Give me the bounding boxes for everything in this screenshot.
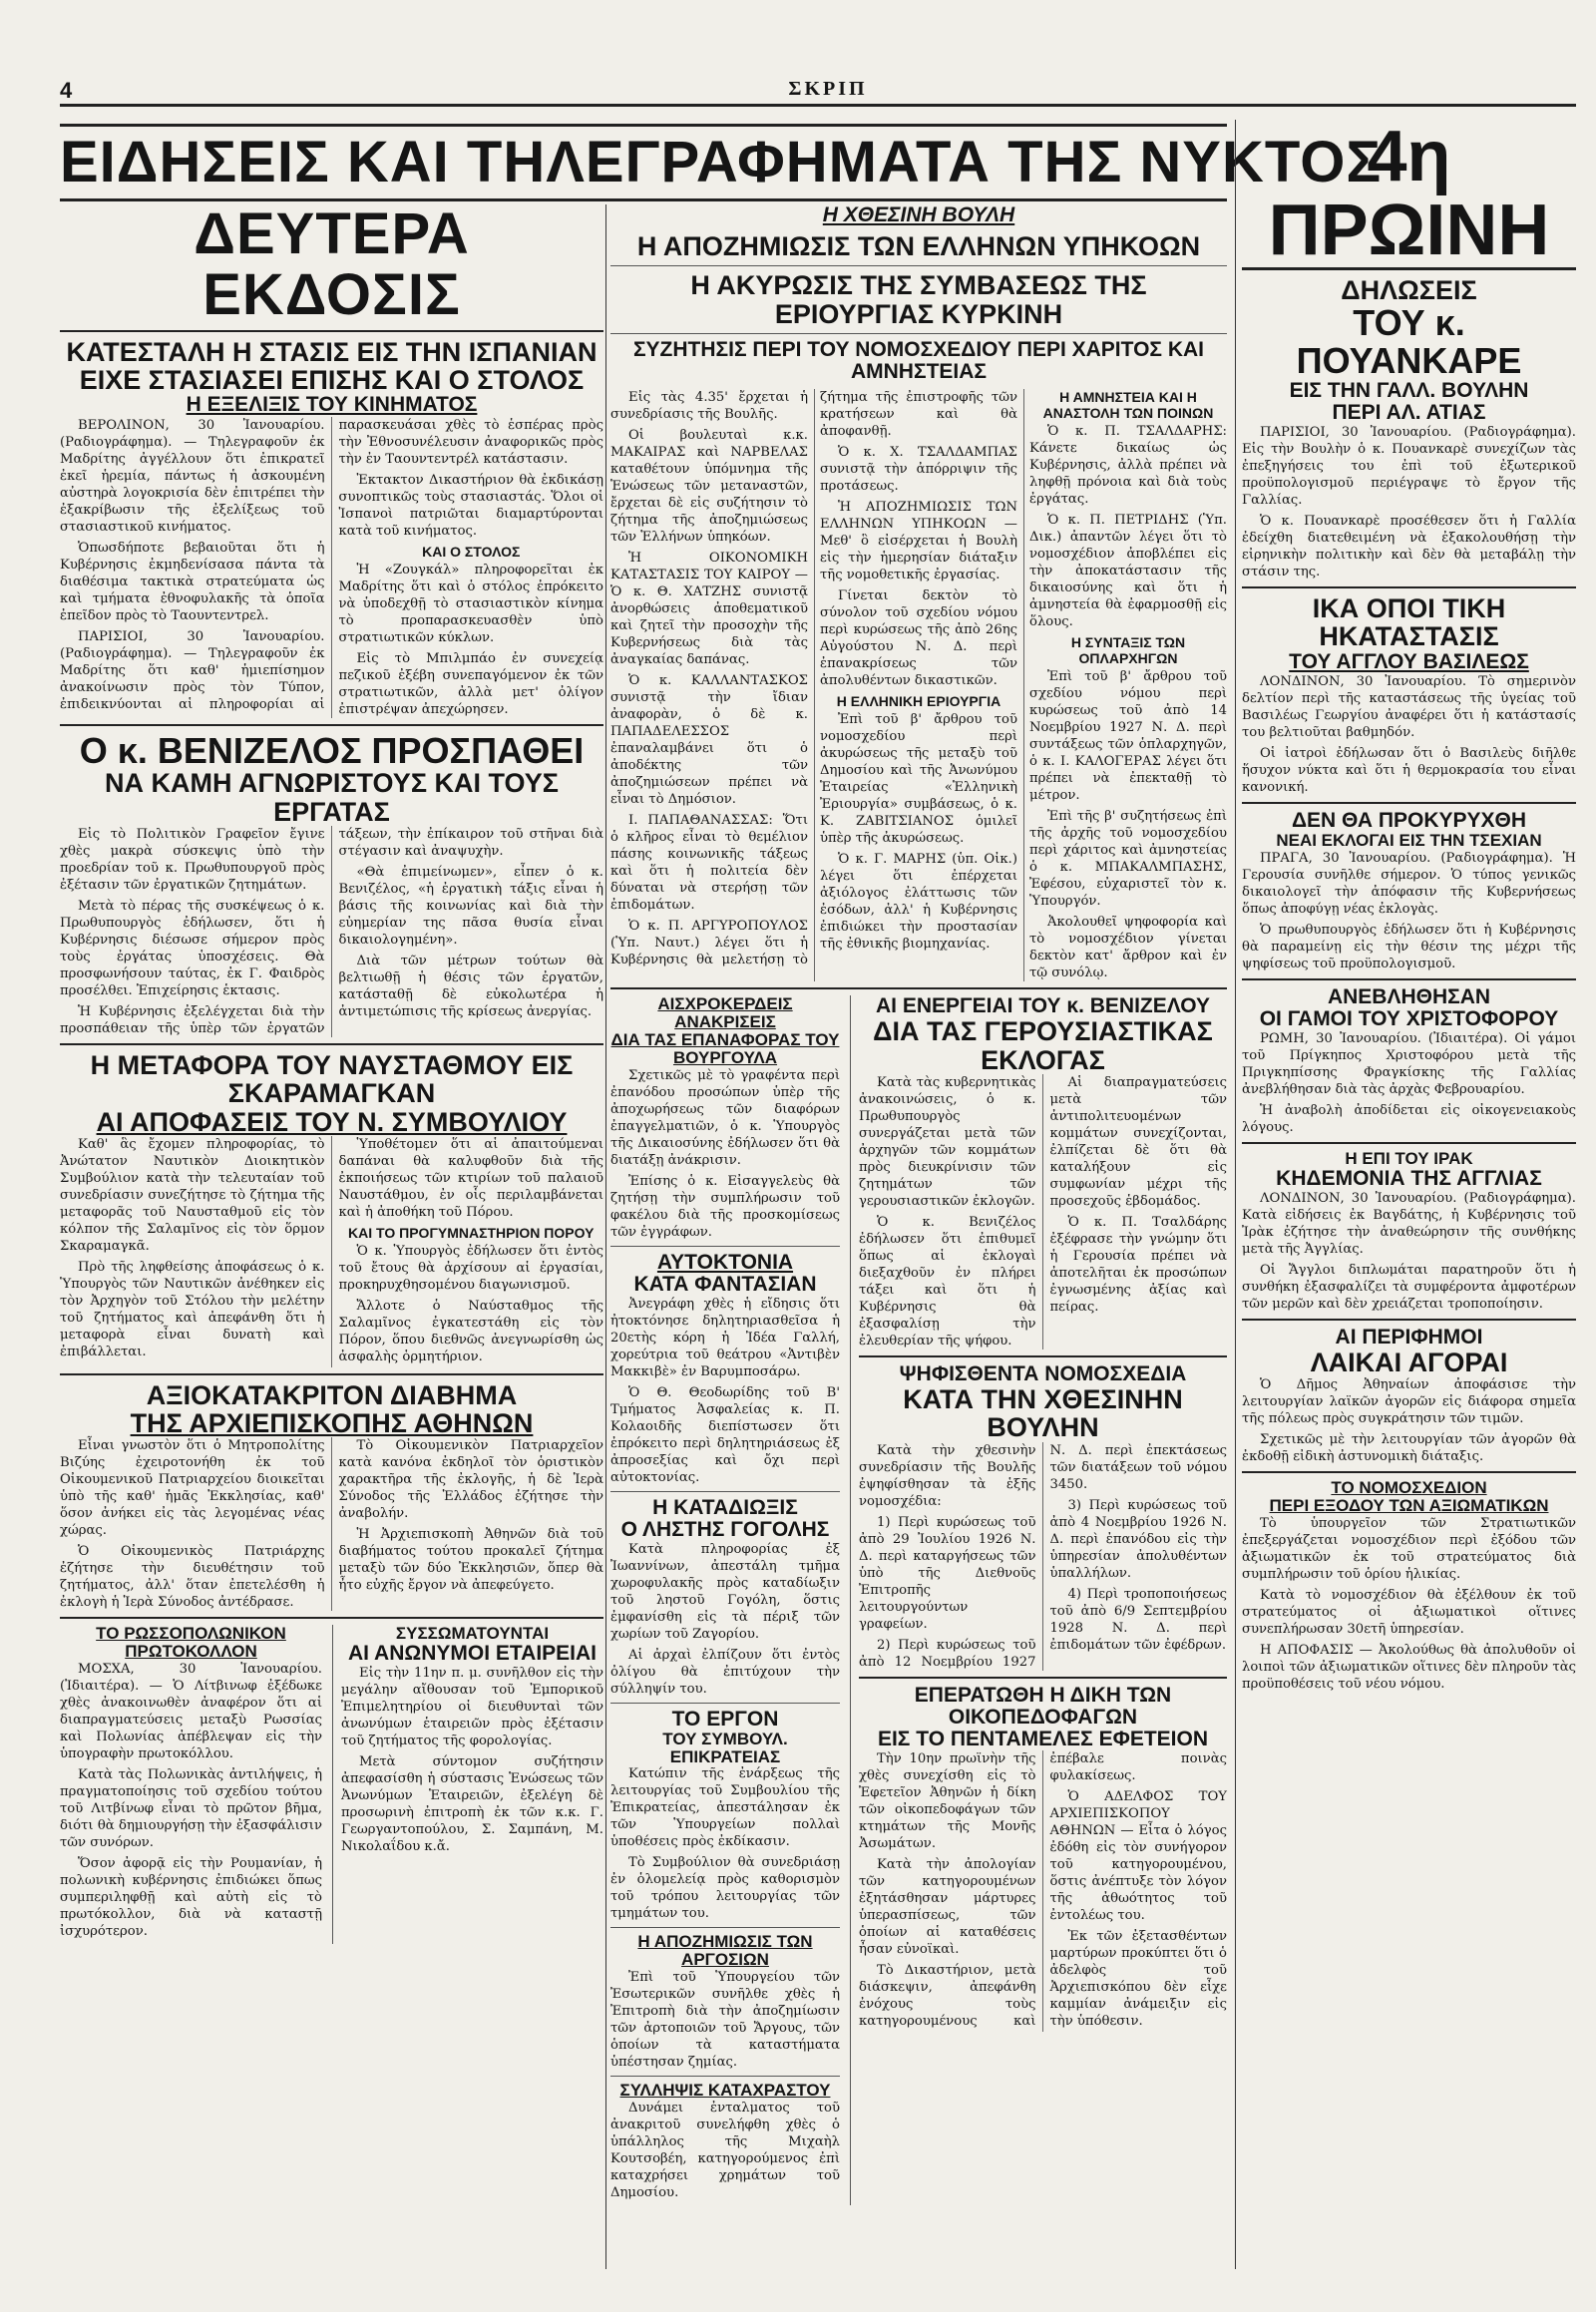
article-headline: ΨΗΦΙΣΘΕΝΤΑ ΝΟΜΟΣΧΕΔΙΑ	[899, 1361, 1187, 1385]
article-subheadline: ΝΕΑΙ ΕΚΛΟΓΑΙ ΕΙΣ ΤΗΝ ΤΣΕΧΙΑΝ	[1276, 830, 1542, 850]
paragraph: Ὁ κ. Π. ΠΕΤΡΙΔΗΣ (Ὑπ. Δικ.) ἀπαντῶν λέγει ὅτι τὸ νομοσχέδιον ἀποβλέπει εἰς τὴν ἀποκατάστασιν τῆς δικαιοσύνης καὶ ὅτι ἡ ἀμνηστεία θὰ ἐφαρμοσθῇ εἰς ὅλους.	[1029, 513, 1227, 630]
article-headline: Η ΕΠΙ ΤΟΥ ΙΡΑΚ	[1345, 1148, 1473, 1168]
article-subheadline: ΟΙ ΓΑΜΟΙ ΤΟΥ ΧΡΙΣΤΟΦΟΡΟΥ	[1259, 1006, 1559, 1030]
article-subheadline: ΑΙ ΑΝΩΝΥΜΟΙ ΕΤΑΙΡΕΙΑΙ	[347, 1642, 598, 1666]
article-subheadline: ΚΗΔΕΜΟΝΙΑ ΤΗΣ ΑΓΓΛΙΑΣ	[1276, 1166, 1542, 1190]
edition-heading: ΔΕΥΤΕΡΑ ΕΚΔΟΣΙΣ	[60, 204, 603, 332]
paragraph: Ὅσον ἀφορᾷ εἰς τὴν Ρουμανίαν, ἡ πολωνικὴ κυβέρνησις ἐπιδιώκει ὅπως συμπεριληφθῇ καὶ αὐτὴ εἰς τὸ πρωτόκολλον, διὰ νὰ καταστῇ ἰσχυρότερον.	[60, 1855, 322, 1939]
paragraph: Ἐπὶ τοῦ β' ἄρθρου τοῦ σχεδίου νόμου περὶ κυρώσεως τοῦ ἀπὸ 14 Νοεμβρίου 1927 Ν. Δ. περὶ συντάξεως τῶν ὁπλαρχηγῶν, ὁ κ. Ι. ΚΑΛΟΓΕΡΑΣ λέγει ὅτι πρέπει νὰ ἐπεκταθῇ τὸ μέτρον.	[1029, 669, 1227, 804]
paragraph: Ὁ Δῆμος Ἀθηναίων ἀποφάσισε τὴν λειτουργίαν λαϊκῶν ἀγορῶν εἰς διάφορα σημεῖα τῆς πόλεως πρὸς συγκράτησιν τῶν τιμῶν.	[1242, 1377, 1576, 1427]
section-label: Η ΕΛΛΗΝΙΚΗ ΕΡΙΟΥΡΓΙΑ	[836, 693, 1001, 710]
paragraph: Ὁ πρωθυπουργὸς ἐδήλωσεν ὅτι ἡ Κυβέρνησις θὰ παραμείνῃ εἰς τὴν θέσιν της μέχρι τῆς ψηφίσεως τοῦ προϋπολογισμοῦ.	[1242, 922, 1576, 971]
article-body	[859, 1442, 1227, 1671]
paragraph: Ι. ΠΑΠΑΘΑΝΑΣΣΑΣ: Ὅτι ὁ κλῆρος εἶναι τὸ θεμέλιον πάσης κοινωνικῆς τάξεως καὶ ὅτι ἡ πολιτεία δὲν δύναται νὰ στερήσῃ τῶν ἐπιδομάτων.	[610, 813, 808, 914]
article-subheadline: ΔΙΑ ΤΑΣ ΓΕΡΟΥΣΙΑΣΤΙΚΑΣ ΕΚΛΟΓΑΣ	[873, 1016, 1213, 1075]
article-headline: ΔΗΛΩΣΕΙΣ	[1341, 275, 1477, 305]
left-stack	[610, 995, 840, 2205]
article-body	[859, 1074, 1227, 1349]
paragraph: Σχετικῶς μὲ τὸ γραφέντα περὶ ἐπανόδου προσώπων ὑπὲρ τῆς ἀποχωρήσεως τῶν διαφόρων ἐπαγγελματιῶν, ὁ κ. Ὑπουργὸς τῆς Δικαιοσύνης ἐδήλωσεν ὅτι θὰ διατάξῃ ἀνάκρισιν.	[610, 1067, 840, 1168]
section-label: ΚΑΙ Ο ΣΤΟΛΟΣ	[422, 543, 521, 560]
article-headline: ΑΙ ΕΝΕΡΓΕΙΑΙ ΤΟΥ κ. ΒΕΝΙΖΕΛΟΥ	[876, 994, 1210, 1018]
column-divider	[605, 204, 606, 2269]
paragraph: Ἄλλοτε ὁ Ναύσταθμος τῆς Σαλαμῖνος ἐγκατεστάθη εἰς τὸν Πόρον, ὅπου διεθνῶς ἀνεγνωρίσθη ὡς ἀσφαλὴς ὁρμητήριον.	[338, 1299, 603, 1365]
paragraph: «Θὰ ἐπιμείνωμεν», εἶπεν ὁ κ. Βενιζέλος, «ἡ ἐργατικὴ τάξις εἶναι ἡ βάσις τῆς κοινωνίας καὶ διὰ τὴν εὐημερίαν της πᾶσα θυσία εἶναι δικαιολογημένη».	[338, 865, 603, 948]
bottom-row	[60, 1625, 603, 1944]
article-headline: ΗΚΑΤΑΣΤΑΣΙΣ	[1319, 621, 1499, 652]
paragraph: Ὁπωσδήποτε βεβαιοῦται ὅτι ἡ Κυβέρνησις ἐκμηδενίσασα πάντα τὰ διαθέσιμα τακτικὰ στρατεύματα ὡς καὶ τμήματα ἐθνοφυλακῆς τὰ ὁποῖα ἐπεῖδον πρὸς τὸ Ταουντεντρελ.	[60, 540, 325, 623]
column-divider	[1235, 120, 1236, 2269]
paragraph: Ἐπὶ τῆς β' συζητήσεως ἐπὶ τῆς ἀρχῆς τοῦ νομοσχεδίου περὶ χάριτος καὶ ἀμνηστείας ὁ κ. ΜΠΑΚΑΛΜΠΑΣΗΣ, Ἐφέσου, εὐχαριστεῖ τὸν κ. Ὑπουργόν.	[1029, 809, 1227, 910]
article-headline: ΤΟΥ κ. ΠΟΥΑΝΚΑΡΕ	[1296, 302, 1522, 382]
paragraph: ΠΡΑΓΑ, 30 Ἰανουαρίου. (Ραδιογράφημα). Ἡ Γερουσία συνῆλθε σήμερον. Ὁ τύπος γενικῶς δικαιολογεῖ τὴν ἀπόφασιν τῆς Κυβερνήσεως ὅπως ἀποφύγῃ νέας ἐκλογὰς.	[1242, 850, 1576, 917]
paragraph: Τὸ ὑπουργεῖον τῶν Στρατιωτικῶν ἐπεξεργάζεται νομοσχέδιον περὶ ἐξόδου τῶν ἀξιωματικῶν ἐκ τοῦ στρατεύματος διὰ συμπλήρωσιν τοῦ ὁρίου ἡλικίας.	[1242, 1515, 1576, 1582]
paragraph: Τὸ Δικαστήριον, μετὰ διάσκεψιν, ἀπεφάνθη ἐνόχους τοὺς κατηγορουμένους καὶ ἐπέβαλε ποινὰς φυλακίσεως.	[859, 1750, 1227, 2029]
article-body	[859, 1750, 1227, 2032]
article	[60, 1625, 322, 1944]
article-subheadline: ΕΙΣ ΤΟ ΠΕΝΤΑΜΕΛΕΣ ΕΦΕΤΕΙΟΝ	[877, 1727, 1209, 1750]
article-headline: Η ΑΚΥΡΩΣΙΣ ΤΗΣ ΣΥΜΒΑΣΕΩΣ ΤΗΣ ΕΡΙΟΥΡΓΙΑΣ ΚΥΡΚΙΝΗ	[690, 270, 1147, 329]
paragraph: Οἱ ἰατροὶ ἐδήλωσαν ὅτι ὁ Βασιλεὺς διῆλθε ἥσυχον νύκτα καὶ ὅτι ἡ θερμοκρασία του εἶναι κανονική.	[1242, 745, 1576, 795]
paragraph: Ἐπίσης ὁ κ. Εἰσαγγελεὺς θὰ ζητήσῃ τὴν συμπλήρωσιν τοῦ φακέλου διὰ τῆς προσκομίσεως τῶν ἐγγράφων.	[610, 1173, 840, 1240]
article-subheadline: ΚΑΤΑ ΤΗΝ ΧΘΕΣΙΝΗΝ ΒΟΥΛΗΝ	[903, 1383, 1183, 1443]
paragraph: Η ΑΠΟΦΑΣΙΣ — Ἀκολούθως θὰ ἀπολυθοῦν οἱ λοιποὶ τῶν ἀξιωματικῶν οἵτινες δὲν πληροῦν τὰς προϋποθέσεις τοῦ νέου νόμου.	[1242, 1642, 1576, 1692]
article-subheadline: ΣΥΖΗΤΗΣΙΣ ΠΕΡΙ ΤΟΥ ΝΟΜΟΣΧΕΔΙΟΥ ΠΕΡΙ ΧΑΡΙΤΟΣ ΚΑΙ ΑΜΝΗΣΤΕΙΑΣ	[632, 338, 1205, 384]
paragraph: Κατὰ τὴν ἀπολογίαν τῶν κατηγορουμένων ἐξητάσθησαν μάρτυρες ὑπερασπίσεως, τῶν ὁποίων αἱ καταθέσεις ἦσαν εὐνοϊκαὶ.	[859, 1856, 1036, 1957]
paragraph: ΡΩΜΗ, 30 Ἰανουαρίου. (Ἰδιαιτέρα). Οἱ γάμοι τοῦ Πρίγκηπος Χριστοφόρου μετὰ τῆς Πριγκηπίσσης Φραγκίσκης τῆς Γαλλίας ἀνεβλήθησαν διὰ τὰς ἀρχὰς Φεβρουαρίου.	[1242, 1030, 1576, 1097]
article-headline: ΤΟ ΕΡΓΟΝ	[671, 1707, 779, 1731]
paragraph: Ἡ ἀναβολὴ ἀποδίδεται εἰς οἰκογενειακοὺς λόγους.	[1242, 1102, 1576, 1135]
article-body	[60, 1437, 603, 1611]
article-subheadline: ΤΗΣ ΑΡΧΙΕΠΙΣΚΟΠΗΣ ΑΘΗΝΩΝ	[130, 1407, 534, 1438]
paragraph: Ὁ κ. Γ. ΜΑΡΗΣ (ὑπ. Οἰκ.) λέγει ὅτι ἐπέρχεται ἀξιόλογος ἐλάττωσις τῶν ἐσόδων, ἀλλ' ἡ Κυβέρνησις ἐπιδιώκει τὴν προστασίαν τῆς ἐθνικῆς βιομηχανίας.	[820, 852, 1017, 953]
paragraph: Ὁ κ. Πουανκαρὲ προσέθεσεν ὅτι ἡ Γαλλία ἐδείχθη διατεθειμένη νὰ ἐξακολουθήσῃ τὴν εἰρηνικὴν πολιτικὴν καὶ δὲν θὰ μεταβάλῃ τὴν στάσιν της.	[1242, 514, 1576, 580]
paragraph: ΠΑΡΙΣΙΟΙ, 30 Ἰανουαρίου. (Ραδιογράφημα). Εἰς τὴν Βουλὴν ὁ κ. Πουανκαρὲ συνεχίζων τὰς ἐπεξηγήσεις του ἐπὶ τοῦ ἐξωτερικοῦ προϋπολογισμοῦ περιέγραψε τὸ ἔργον τῆς Γαλλίας.	[1242, 425, 1576, 509]
paragraph: Κατώπιν τῆς ἐνάρξεως τῆς λειτουργίας τοῦ Συμβουλίου τῆς Ἐπικρατείας, ἀπεστάλησαν ἐκ τῶν Ὑπουργείων πολλαὶ ὑποθέσεις πρὸς ἐκδίκασιν.	[610, 1766, 840, 1850]
paragraph: Ὁ κ. Χ. ΤΣΑΛΔΑΜΠΑΣ συνιστᾷ τὴν ἀπόρριψιν τῆς προτάσεως.	[820, 445, 1017, 495]
paragraph: Ἐπὶ τοῦ Ὑπουργείου τῶν Ἐσωτερικῶν συνῆλθε χθὲς ἡ Ἐπιτροπὴ διὰ τὴν ἀποζημίωσιν τῶν ἀρτοποιῶν τοῦ Ἄργους, τῶν ὁποίων τὰ καταστήματα ὑπέστησαν ζημίας.	[610, 1970, 840, 2071]
paragraph: Ὁ κ. Βενιζέλος ἐδήλωσεν ὅτι ἐπιθυμεῖ ὅπως αἱ ἐκλογαὶ διεξαχθοῦν ἐν πλήρει τάξει καὶ ὅτι ἡ Κυβέρνησις θὰ ἐξασφαλίσῃ τὴν ἐλευθερίαν τῆς ψήφου.	[859, 1214, 1036, 1349]
masthead	[60, 78, 1576, 107]
article-subheadline: ΠΕΡΙ ΑΛ. ΑΤΙΑΣ	[1332, 400, 1486, 424]
right-stack	[850, 995, 1227, 2205]
paragraph: ΠΑΡΙΣΙΟΙ, 30 Ἰανουαρίου. (Ραδιογράφημα). — Τηλεγραφοῦν ἐκ Μαδρίτης ὅτι καθ' ἡμιεπίσημον ἀνακοίνωσιν πρὸς τὸν Τύπον, ἐπιδεικνύονται αἱ πληροφορίαι αἱ παρασκευάσαι χθὲς τὸ ἑσπέρας πρὸς τὴν Ἐθνοσυνέλευσιν ἀναφορικῶς πρὸς τὴν ἐν Ταουντεντρέλ κατάστασιν.	[60, 417, 603, 712]
paragraph: Ὁ ΑΔΕΛΦΟΣ ΤΟΥ ΑΡΧΙΕΠΙΣΚΟΠΟΥ ΑΘΗΝΩΝ — Εἶτα ὁ λόγος ἐδόθη εἰς τὸν συνήγορον τοῦ κατηγορουμένου, ὅστις ἀνέπτυξε τὸν λόγον τῆς ἀθωότητος τοῦ ἐντολέως του.	[1049, 1788, 1227, 1923]
article-subheadline: Η ΕΞΕΛΙΞΙΣ ΤΟΥ ΚΙΝΗΜΑΤΟΣ	[186, 393, 478, 417]
article-subheadline: ΤΟΥ ΑΓΓΛΟΥ ΒΑΣΙΛΕΩΣ	[1289, 649, 1529, 673]
paragraph: Εἰς τὸ Πολιτικὸν Γραφεῖον ἔγινε χθὲς μακρὰ σύσκεψις ὑπὸ τὴν προεδρίαν τοῦ κ. Πρωθυπουργοῦ πρὸς ἐξέτασιν τῶν ἐργατικῶν ζητημάτων.	[60, 827, 325, 893]
paragraph: Ἡ Ἀρχιεπισκοπὴ Ἀθηνῶν διὰ τοῦ διαβήματος τούτου προκαλεῖ ζήτημα μεταξὺ τῶν δύο Ἐκκλησιῶν, ὅπερ θὰ ἦτο εὐχῆς ἔργον νὰ ἀπεφεύγετο.	[338, 1527, 603, 1594]
article-headline: ΤΟ ΝΟΜΟΣΧΕΔΙΟΝ	[1331, 1478, 1487, 1498]
paragraph: Εἶναι γνωστὸν ὅτι ὁ Μητροπολίτης Βιζύης ἐχειροτονήθη ἐκ τοῦ Οἰκουμενικοῦ Πατριαρχείου διοικεῖται ὑπὸ τῆς καθ' ἡμᾶς Ἐκκλησίας, καθ' ὅσον ἀνήκει εἰς τὰς λεγομένας νέας χώρας.	[60, 1438, 325, 1539]
paragraph: ΛΟΝΔΙΝΟΝ, 30 Ἰανουαρίου. (Ραδιογράφημα). Κατὰ εἰδήσεις ἐκ Βαγδάτης, ἡ Κυβέρνησις τοῦ Ἰρὰκ ἐζήτησε τὴν ἀναθεώρησιν τῆς συνθήκης μετὰ τῆς Ἀγγλίας.	[1242, 1190, 1576, 1257]
paragraph: Κατὰ τὰς Πολωνικὰς ἀντιλήψεις, ἡ πραγματοποίησις τοῦ σχεδίου τούτου τοῦ Λιτβίνωφ εἶναι τὸ πρῶτον βῆμα, διότι θὰ δημιουργήσῃ τὴν ἐξασφάλισιν τῶν συνόρων.	[60, 1766, 322, 1850]
article-subheadline: ΔΙΑ ΤΑΣ ΕΠΑΝΑΦΟΡΑΣ ΤΟΥ ΒΟΥΡΓΟΥΛΑ	[610, 1029, 840, 1067]
paragraph: Τὸ Συμβούλιον θὰ συνεδριάσῃ ἐν ὁλομελείᾳ πρὸς καθορισμὸν τοῦ τρόπου λειτουργίας τῶν τμημάτων του.	[610, 1855, 840, 1922]
paragraph: Ὑποθέτομεν ὅτι αἱ ἀπαιτούμεναι δαπάναι θὰ καλυφθοῦν διὰ τῆς ἐκποιήσεως τῶν κτιρίων τοῦ παλαιοῦ Ναυστάθμου, ἐν οἷς περιλαμβάνεται καὶ ἡ ἀποθήκη τοῦ Πόρου.	[338, 1137, 603, 1221]
paragraph: Ὁ κ. Π. Τσαλδάρης ἐξέφρασε τὴν γνώμην ὅτι ἡ Γερουσία πρέπει νὰ ἀποτελῆται ἐκ προσώπων ἐγνωσμένης ἀξίας καὶ πείρας.	[1049, 1214, 1227, 1315]
article-headline: ΕΙΧΕ ΣΤΑΣΙΑΣΕΙ ΕΠΙΣΗΣ ΚΑΙ Ο ΣΤΟΛΟΣ	[79, 365, 585, 396]
article-headline: ΑΥΤΟΚΤΟΝΙΑ	[656, 1250, 794, 1274]
paragraph: Ἐπὶ τοῦ β' ἄρθρου τοῦ νομοσχεδίου περὶ ἀκυρώσεως τῆς μεταξὺ τοῦ Δημοσίου καὶ τῆς Ἀνωνύμου Ἑταιρείας «Ἑλληνικὴ Ἐριουργία» συμβάσεως, ὁ κ. Κ. ΖΑΒΙΤΣΙΑΝΟΣ ὁμιλεῖ ὑπὲρ τῆς ἀκυρώσεως.	[820, 712, 1017, 847]
paragraph: Γίνεται δεκτὸν τὸ σύνολον τοῦ σχεδίου νόμου περὶ κυρώσεως τῆς ἀπὸ 26ης Αὐγούστου Ν. Δ. περὶ ἐπανακρίσεως τῶν ἀπολυθέντων δικαστικῶν.	[820, 588, 1017, 689]
article-body	[60, 826, 603, 1037]
section-label: Η ΧΘΕΣΙΝΗ ΒΟΥΛΗ	[822, 203, 1015, 226]
paragraph: Ἀνεγράφη χθὲς ἡ εἴδησις ὅτι ἠτοκτόνησε δηλητηριασθεῖσα ἡ 20ετὴς κόρη ἡ Ἰδέα Γαλλή, χορεύτρια τοῦ θεάτρου «Ἀντιβὲν Μακκιβὲ» ἐν Βαρυμποσάρω.	[610, 1296, 840, 1379]
article-headline: Η ΑΠΟΖΗΜΙΩΣΙΣ ΤΩΝ ΕΛΛΗΝΩΝ ΥΠΗΚΟΩΝ	[636, 231, 1201, 262]
article-subheadline: Ο ΛΗΣΤΗΣ ΓΟΓΟΛΗΣ	[620, 1517, 830, 1541]
paragraph: Κατὰ πληροφορίας ἐξ Ἰωαννίνων, ἀπεστάλη τμῆμα χωροφυλακῆς πρὸς καταδίωξιν τοῦ ληστοῦ Γογόλη, ὅστις ἐμφανίσθη εἰς τὰ πέριξ τῶν χωρίων τοῦ Ζαγορίου.	[610, 1541, 840, 1642]
article-headline: ΑΞΙΟΚΑΤΑΚΡΙΤΟΝ ΔΙΑΒΗΜΑ	[146, 1379, 518, 1410]
paragraph: Ἐκ τῶν ἐξετασθέντων μαρτύρων προκύπτει ὅτι ὁ ἀδελφὸς τοῦ Ἀρχιεπισκόπου δὲν εἶχε καμμίαν ἀνάμειξιν εἰς τὴν ὑπόθεσιν.	[1049, 1928, 1227, 2029]
paragraph: Ἐκτακτον Δικαστήριον θὰ ἐκδικάσῃ συνοπτικῶς τοὺς στασιαστάς. Ὅλοι οἱ Ἰσπανοὶ πατριῶται διαμαρτύρονται κατὰ τοῦ κινήματος.	[338, 472, 603, 539]
article-headline: ΣΥΣΣΩΜΑΤΟΥΝΤΑΙ	[395, 1624, 550, 1644]
paragraph: Κατὰ τὸ νομοσχέδιον θὰ ἐξέλθουν ἐκ τοῦ στρατεύματος οἱ ἀξιωματικοὶ οἵτινες συνεπλήρωσαν 30ετῆ ὑπηρεσίαν.	[1242, 1587, 1576, 1637]
paragraph: Ὁ κ. Π. ΑΡΓΥΡΟΠΟΥΛΟΣ (Ὑπ. Ναυτ.) λέγει ὅτι ἡ Κυβέρνησις θὰ μελετήσῃ τὸ ζήτημα τῆς ἐπιστροφῆς τῶν κρατήσεων καὶ θὰ ἀποφανθῇ.	[610, 390, 1017, 968]
article-headline: Η ΜΕΤΑΦΟΡΑ ΤΟΥ ΝΑΥΣΤΑΘΜΟΥ ΕΙΣ ΣΚΑΡΑΜΑΓΚΑΝ	[90, 1050, 574, 1109]
paragraph: Ὁ κ. Π. ΤΣΑΛΔΑΡΗΣ: Κάνετε δικαίως ὡς Κυβέρνησις, ἀλλὰ πρέπει νὰ ληφθῇ πρόνοια καὶ διὰ τοὺς ἐργάτας.	[1029, 424, 1227, 508]
column-left	[60, 201, 603, 1944]
paragraph: Δυνάμει ἐνταλματος τοῦ ἀνακριτοῦ συνελήφθη χθὲς ὁ ὑπάλληλος τῆς Μιχαὴλ Κουτσοβέη, κατηγορούμενος ἐπὶ καταχρήσει χρημάτων τοῦ Δημοσίου.	[610, 2101, 840, 2200]
paragraph: Οἱ Ἄγγλοι διπλωμάται παρατηροῦν ὅτι ἡ συνθήκη ἐξασφαλίζει τὰ συμφέροντα ἀμφοτέρων τῶν μερῶν καὶ δὲν χρειάζεται τροποποίησιν.	[1242, 1262, 1576, 1312]
paragraph: Ὁ Οἰκουμενικὸς Πατριάρχης ἐζήτησε τὴν διευθέτησιν τοῦ ζητήματος, ἀλλ' ὅταν ἐπετελέσθη ἡ ἐκλογὴ ἡ Ἱερὰ Σύνοδος ἀντέδρασε.	[60, 1544, 325, 1611]
article-subheadline: ΝΑ ΚΑΜΗ ΑΓΝΩΡΙΣΤΟΥΣ ΚΑΙ ΤΟΥΣ ΕΡΓΑΤΑΣ	[104, 768, 559, 827]
paragraph: Εἰς τὸ Μπιλμπάο ἐν συνεχείᾳ πεζικοῦ ἐξέβη συνεπαγόμενον ἐκ τῶν στρατιωτικῶν, ἀλλὰ μετ' ὀλίγον ἐπιστρέψαν ἀπεχώρησεν.	[338, 650, 603, 717]
page-number: 4	[60, 78, 73, 103]
paragraph: Αἱ ἀρχαὶ ἐλπίζουν ὅτι ἐντὸς ὀλίγου θὰ ἐπιτύχουν τὴν σύλληψίν του.	[610, 1647, 840, 1697]
paragraph: Ὁ Θ. Θεοδωρίδης τοῦ Β' Τμήματος Ἀσφαλείας κ. Π. Κολαοιδῆς διεπίστωσεν ὅτι ἐπρόκειτο περὶ δηλητηριάσεως ἐξ ἀπροσεξίας καὶ ὄχι περὶ αὐτοκτονίας.	[610, 1384, 840, 1485]
article-headline: Ο κ. ΒΕΝΙΖΕΛΟΣ ΠΡΟΣΠΑΘΕΙ	[79, 729, 585, 771]
paragraph: Καθ' ἃς ἔχομεν πληροφορίας, τὸ Ἀνώτατον Ναυτικὸν Διοικητικὸν Συμβούλιον κατὰ τὴν τελευταίαν τοῦ συνεδρίασιν συνεζήτησε τὸ ζήτημα τῆς μεταφορᾶς τοῦ Ναυσταθμοῦ εἰς τὸν κόλπον τῆς Σαλαμῖνος εἰς τὸν ὅρμον Σκαραμαγκᾶ.	[60, 1137, 325, 1255]
section-label: Η ΑΜΝΗΣΤΕΙΑ ΚΑΙ Η ΑΝΑΣΤΟΛΗ ΤΩΝ ΠΟΙΝΩΝ	[1042, 389, 1214, 422]
paragraph: Ἡ Κυβέρνησις ἐξελέγχεται διὰ τὴν προσπάθειαν τῆς ὑπὲρ τῶν ἐργατῶν τάξεων, τὴν ἐπίκαιρον τοῦ στῆναι διὰ στέγασιν καὶ ἀναψυχὴν.	[60, 827, 603, 1036]
paragraph: Ἡ «Ζουγκάλ» πληροφορεῖται ἐκ Μαδρίτης ὅτι καὶ ὁ στόλος ἐπρόκειτο νὰ ὑποδεχθῇ τὸ στασιαστικὸν κίνημα τὸ προπαρασκευασθὲν ὑπὸ στρατιωτικῶν κύκλων.	[338, 562, 603, 645]
article	[332, 1625, 603, 1944]
paragraph: Αἱ διαπραγματεύσεις μετὰ τῶν ἀντιπολιτευομένων κομμάτων συνεχίζονται, ἐλπίζεται δὲ ὅτι θὰ καταλήξουν εἰς συμφωνίαν μέχρι τῆς προσεχοῦς ἑβδομάδος.	[1049, 1074, 1227, 1209]
article-headline: ΑΙΣΧΡΟΚΕΡΔΕΙΣ ΑΝΑΚΡΙΣΕΙΣ	[657, 994, 793, 1032]
paragraph: Ὁ κ. Ὑπουργὸς ἐδήλωσεν ὅτι ἐντὸς τοῦ ἔτους θὰ ἀρχίσουν αἱ ἐργασίαι, προκηρυχθησομένου διαγωνισμοῦ.	[338, 1244, 603, 1294]
article-subheadline: ΚΑΤΑ ΦΑΝΤΑΣΙΑΝ	[633, 1272, 817, 1296]
column-right	[1242, 117, 1576, 1697]
paragraph: Κατὰ τὴν χθεσινὴν συνεδρίασιν τῆς Βουλῆς ἐψηφίσθησαν τὰ ἑξῆς νομοσχέδια:	[859, 1442, 1036, 1509]
paragraph: 1) Περὶ κυρώσεως τοῦ ἀπὸ 29 Ἰουλίου 1926 Ν. Δ. περὶ καταργήσεως τῶν ὑπὸ τῆς Διεθνοῦς Ἐπιτροπῆς λειτουργούντων γραφείων.	[859, 1514, 1036, 1632]
paragraph: Πρὸ τῆς ληφθείσης ἀποφάσεως ὁ κ. Ὑπουργὸς τῶν Ναυτικῶν ἀνέθηκεν εἰς τὸν Ἀρχηγὸν τοῦ Στόλου τὴν μελέτην τοῦ ζητήματος καὶ ἀπεφάνθη ὅτι ἡ μεταφορὰ εἶναι δυνατὴ καὶ ἐπιβάλλεται.	[60, 1260, 325, 1360]
lower-row	[610, 995, 1227, 2205]
main-banner: ΕΙΔΗΣΕΙΣ ΚΑΙ ΤΗΛΕΓΡΑΦΗΜΑΤΑ ΤΗΣ ΝΥΚΤΟΣ	[60, 124, 1227, 201]
article-body	[60, 1136, 603, 1367]
paragraph: ΛΟΝΔΙΝΟΝ, 30 Ἰανουαρίου. Τὸ σημερινὸν δελτίον περὶ τῆς καταστάσεως τῆς ὑγείας τοῦ Βασιλέως Γεωργίου ἀναφέρει ὅτι ἡ κατάστασίς του βελτιοῦται βαθμηδόν.	[1242, 673, 1576, 740]
edition-heading: 4η ΠΡΩΙΝΗ	[1242, 120, 1576, 270]
paragraph: 4) Περὶ τροποποιήσεως τοῦ ἀπὸ 6/9 Σεπτεμβρίου 1928 Ν. Δ. περὶ ἐπιδομάτων τῶν ἐφέδρων.	[1049, 1586, 1227, 1653]
article-headline: ΣΥΛΛΗΨΙΣ ΚΑΤΑΧΡΑΣΤΟΥ	[619, 2081, 831, 2101]
article-subheadline: ΠΕΡΙ ΕΞΟΔΟΥ ΤΩΝ ΑΞΙΩΜΑΤΙΚΩΝ	[1269, 1495, 1549, 1515]
article-body	[60, 417, 603, 718]
paragraph: Ἡ ΟΙΚΟΝΟΜΙΚΗ ΚΑΤΑΣΤΑΣΙΣ ΤΟΥ ΚΑΙΡΟΥ — Ὁ κ. Θ. ΧΑΤΖΗΣ συνιστᾷ ἀνορθώσεις ἀποθεματικοῦ καὶ ζητεῖ τὴν προσοχὴν τῆς Κυβερνήσεως διὰ τὰς ἀναγκαίας δαπάνας.	[610, 551, 808, 668]
paragraph: ΜΟΣΧΑ, 30 Ἰανουαρίου. (Ἰδιαιτέρα). — Ὁ Λίτβινωφ ἐξέδωκε χθὲς ἀνακοινωθὲν ἀναφέρον ὅτι αἱ διαπραγματεύσεις μεταξὺ Ρωσσίας καὶ Πολωνίας ἀπέβλεψαν εἰς τὴν ὑπογραφὴν πρωτοκόλλου.	[60, 1661, 322, 1761]
paragraph: Οἱ βουλευταὶ κ.κ. ΜΑΚΑΙΡΑΣ καὶ ΝΑΡΒΕΛΑΣ καταθέτουν ὑπόμνημα τῆς Ἑνώσεως τῶν μεταναστῶν, ἔρχεται δὲ εἰς συζήτησιν τὸ ζήτημα τῆς ἀποζημιώσεως τῶν Ἑλλήνων ὑπηκόων.	[610, 428, 808, 546]
article-subheadline: ΛΑΙΚΑΙ ΑΓΟΡΑΙ	[1310, 1347, 1508, 1377]
paragraph: Μετὰ τὸ πέρας τῆς συσκέψεως ὁ κ. Πρωθυπουργὸς ἐδήλωσεν, ὅτι ἡ Κυβέρνησις διέσωσε σήμερον πρὸς τοὺς ἐργάτας ὑποσχέσεις. Θὰ προσφωνήσουν ταύτας, ἐκ Γ. Φαιδρὸς προσέλθει. Ἐπιχείρησις ἑκτασις.	[60, 899, 325, 998]
paragraph: Εἰς τὰς 4.35' ἔρχεται ἡ συνεδρίασις τῆς Βουλῆς.	[610, 390, 808, 423]
article-body	[610, 389, 1227, 981]
article-headline: ΕΠΕΡΑΤΩΘΗ Η ΔΙΚΗ ΤΩΝ ΟΙΚΟΠΕΔΟΦΑΓΩΝ	[914, 1683, 1172, 1729]
paragraph: Σχετικῶς μὲ τὴν λειτουργίαν τῶν ἀγορῶν θὰ ἐκδοθῇ εἰδικὴ ἀστυνομικὴ διάταξις.	[1242, 1432, 1576, 1465]
article-headline: ΙΚΑ ΟΠΟΙ ΤΙΚΗ	[1312, 593, 1506, 624]
paragraph: Τὸ Οἰκουμενικὸν Πατριαρχεῖον κατὰ κανόνα ἐκδηλοῖ τὸν ὁριστικὸν χαρακτῆρα τῆς ἐκλογῆς, ἡ δὲ Ἱερὰ Σύνοδος τῆς Ἑλλάδος ἐζήτησε τὴν ἀναβολήν.	[338, 1438, 603, 1522]
paragraph: Κατὰ τὰς κυβερνητικὰς ἀνακοινώσεις, ὁ κ. Πρωθυπουργὸς συνεργάζεται μετὰ τῶν ἀρχηγῶν τῶν κομμάτων πρὸς διευκρίνισιν τῶν ζητημάτων τῶν γερουσιαστικῶν ἐκλογῶν.	[859, 1074, 1036, 1209]
article-subheadline: ΑΙ ΑΠΟΦΑΣΕΙΣ ΤΟΥ Ν. ΣΥΜΒΟΥΛΙΟΥ	[96, 1106, 568, 1137]
paragraph: Ἡ ΑΠΟΖΗΜΙΩΣΙΣ ΤΩΝ ΕΛΛΗΝΩΝ ΥΠΗΚΟΩΝ — Μεθ' ὃ εἰσέρχεται ἡ Βουλὴ εἰς τὴν ἡμερησίαν διάταξιν τῆς νομοθετικῆς ἐργασίας.	[820, 500, 1017, 583]
article-headline: Η ΑΠΟΖΗΜΙΩΣΙΣ ΤΩΝ ΑΡΓΟΣΙΩΝ	[637, 1932, 813, 1970]
paragraph: Διὰ τῶν μέτρων τούτων θὰ βελτιωθῇ ἡ θέσις τῶν ἐργατῶν, κατάσταθῇ δὲ εὐκολωτέρα ἡ ἀντιμετώπισις τῆς κρίσεως ἀνεργίας.	[338, 954, 603, 1019]
section-label: Η ΣΥΝΤΑΞΙΣ ΤΩΝ ΟΠΛΑΡΧΗΓΩΝ	[1070, 634, 1186, 667]
article-headline: Η ΚΑΤΑΔΙΩΞΙΣ	[652, 1495, 798, 1519]
article-headline: ΔΕΝ ΘΑ ΠΡΟΚΥΡΥΧΘΗ	[1291, 808, 1527, 832]
article-headline: ΑΝΕΒΛΗΘΗΣΑΝ	[1327, 984, 1491, 1008]
paragraph: Τὴν 10ην πρωϊνὴν τῆς χθὲς συνεχίσθη εἰς τὸ Ἐφετεῖον Ἀθηνῶν ἡ δίκη τῶν οἰκοπεδοφάγων τῶν κτημάτων τῆς Μονῆς Ἀσωμάτων.	[859, 1750, 1036, 1851]
article-headline: ΚΑΤΕΣΤΑΛΗ Η ΣΤΑΣΙΣ ΕΙΣ ΤΗΝ ΙΣΠΑΝΙΑΝ	[66, 336, 598, 367]
paragraph: 2) Περὶ κυρώσεως τοῦ ἀπὸ 12 Νοεμβρίου 1927 Ν. Δ. περὶ ἐπεκτάσεως τῶν διατάξεων τοῦ νόμου 3450.	[859, 1442, 1227, 1670]
article-headline: ΤΟ ΡΩΣΣΟΠΟΛΩΝΙΚΟΝ ΠΡΩΤΟΚΟΛΛΟΝ	[96, 1624, 286, 1662]
paragraph: Μετὰ σύντομον συζήτησιν ἀπεφασίσθη ἡ σύστασις Ἑνώσεως τῶν Ἀνωνύμων Ἑταιρειῶν, ἐξελέγη δὲ προσωρινὴ ἐπιτροπὴ ἐκ τῶν κ.κ. Γ. Γεωργαντοπούλου, Σ. Σαμπάνη, Μ. Νικολαΐδου κ.ἄ.	[341, 1754, 603, 1855]
column-middle	[610, 204, 1227, 2205]
paper-name: ΣΚΡΙΠ	[788, 78, 868, 100]
article-headline: ΑΙ ΠΕΡΙΦΗΜΟΙ	[1335, 1325, 1483, 1349]
paragraph: ΒΕΡΟΛΙΝΟΝ, 30 Ἰανουαρίου. (Ραδιογράφημα). — Τηλεγραφοῦν ἐκ Μαδρίτης ἀγγέλλουν ὅτι ἐπικρατεῖ ἐκεῖ ἡρεμία, πάντως ἡ ἀσκουμένη αὐστηρὰ λογοκρισία δὲν ἐπιτρέπει τὴν ἐξακρίβωσιν τῆς ἐξελίξεως τοῦ στασιαστικοῦ κινήματος.	[60, 417, 325, 535]
paragraph: Εἰς τὴν 11ην π. μ. συνῆλθον εἰς τὴν μεγάλην αἴθουσαν τοῦ Ἐμπορικοῦ Ἐπιμελητηρίου οἱ διευθυνταὶ τῶν ἀνωνύμων ἑταιρειῶν πρὸς ἐξέτασιν τοῦ ζητήματος τῆς φορολογίας.	[341, 1666, 603, 1749]
paragraph: Ὁ κ. ΚΑΛΛΑΝΤΑΣΚΟΣ συνιστᾷ τὴν ἴδιαν ἀναφορὰν, ὁ δὲ κ. ΠΑΠΑΔΕΛΕΣΣΟΣ ἐπαναλαμβάνει ὅτι ὁ ἀποδέκτης τῶν ἀποζημιώσεων πρέπει νὰ εἶναι τὸ Δημόσιον.	[610, 673, 808, 808]
article-subheadline: ΕΙΣ ΤΗΝ ΓΑΛΛ. ΒΟΥΛΗΝ	[1289, 378, 1529, 402]
paragraph: 3) Περὶ κυρώσεως τοῦ ἀπὸ 4 Νοεμβρίου 1926 Ν. Δ. περὶ ἐπανόδου εἰς τὴν ὑπηρεσίαν ἀπολυθέντων ὑπαλλήλων.	[1049, 1497, 1227, 1581]
paragraph: Ἀκολουθεῖ ψηφοφορία καὶ τὸ νομοσχέδιον γίνεται δεκτὸν κατ' ἄρθρον καὶ ἐν τῷ συνόλῳ.	[1029, 915, 1227, 981]
article-subheadline: ΤΟΥ ΣΥΜΒΟΥΛ. ΕΠΙΚΡΑΤΕΙΑΣ	[662, 1729, 788, 1766]
section-label: ΚΑΙ ΤΟ ΠΡΟΓΥΜΝΑΣΤΗΡΙΟΝ ΠΟΡΟΥ	[348, 1225, 595, 1242]
